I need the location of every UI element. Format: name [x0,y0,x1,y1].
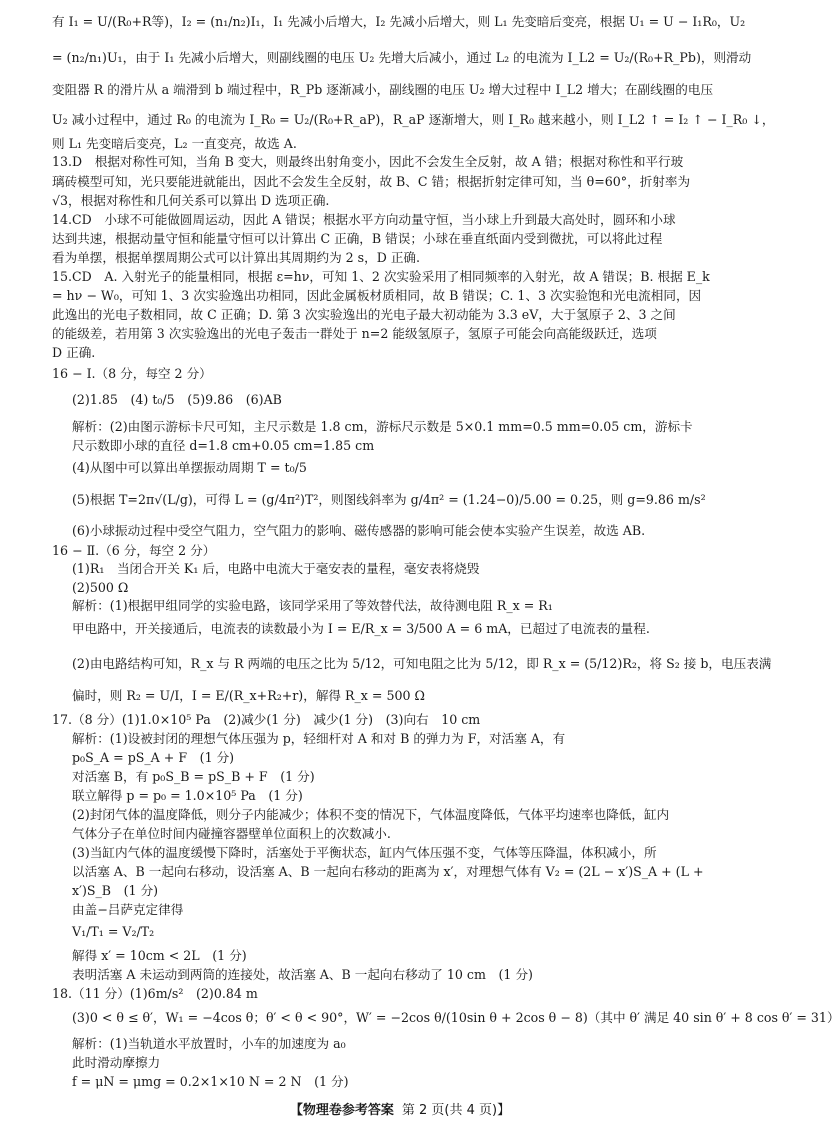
text-line: 表明活塞 A 未运动到两筒的连接处，故活塞 A、B 一起向右移动了 10 cm (1 分) [72,967,533,982]
text-line: 由盖−吕萨克定律得 [72,902,184,917]
text-line: 18.（11 分）(1)6m/s² (2)0.84 m [52,986,258,1001]
text-line: (4)从图中可以算出单摆振动周期 T = t₀/5 [72,460,307,475]
text-line: 解析：(1)根据甲组同学的实验电路，该同学采用了等效替代法，故待测电阻 R_x = R₁ [72,598,553,613]
text-line: 偏时，则 R₂ = U/I，I = E/(R_x+R₂+r)，解得 R_x = 500 Ω [72,688,425,703]
text-line: 对活塞 B，有 p₀S_B = pS_B + F (1 分) [72,769,315,784]
text-line: D 正确. [52,345,96,360]
text-line: 的能级差，若用第 3 次实验逸出的光电子轰击一群处于 n=2 能级氢原子，氢原子可能会向高能级跃迁，选项 [52,326,657,341]
text-line: 解析：(1)设被封闭的理想气体压强为 p，轻细杆对 A 和对 B 的弹力为 F，对活塞 A，有 [72,731,566,746]
text-line: 16 − Ⅰ.（8 分，每空 2 分） [52,366,212,381]
text-line: 有 I₁ = U/(R₀+R等)，I₂ = (n₁/n₂)I₁，I₁ 先减小后增大，I₂ 先减小后增大，则 L₁ 先变暗后变亮，根据 U₁ = U − I₁R₀，U₂ [52,14,746,29]
text-line: U₂ 减小过程中，通过 R₀ 的电流为 I_R₀ = U₂/(R₀+R_aP)，R_aP 逐渐增大，则 I_R₀ 越来越小，则 I_L2 ↑ = I₂ ↑ − I_R₀ ↓， [52,112,775,127]
text-line: 尺示数即小球的直径 d=1.8 cm+0.05 cm=1.85 cm [72,438,375,453]
text-line: (2)封闭气体的温度降低，则分子内能减少；体积不变的情况下，气体温度降低，气体平均速率也降低，缸内 [72,807,670,822]
footer-page-number: 第 2 页(共 4 页)】 [401,1103,511,1118]
text-line: √3，根据对称性和几何关系可以算出 D 选项正确. [52,193,330,208]
page-footer [0,1099,800,1118]
text-line: 气体分子在单位时间内碰撞容器壁单位面积上的次数减小. [72,826,391,841]
text-line: = hν − W₀，可知 1、3 次实验逸出功相同，因此金属板材质相同，故 B 错误；C. 1、3 次实验饱和光电流相同，因 [52,288,702,303]
text-line: 13.D 根据对称性可知，当角 B 变大，则最终出射角变小，因此不会发生全反射，故 A 错；根据对称性和平行玻 [52,154,684,169]
text-line: (2)由电路结构可知，R_x 与 R 两端的电压之比为 5/12，可知电阻之比为 5/12，即 R_x = (5/12)R₂，将 S₂ 接 b，电压表满 [72,656,772,671]
text-line: 甲电路中，开关接通后，电流表的读数最小为 I = E/R_x = 3/500 A = 6 mA，已超过了电流表的量程. [72,621,650,636]
text-line: 以活塞 A、B 一起向右移动，设活塞 A、B 一起向右移动的距离为 x′，对理想气体有 V₂ = (2L − x′)S_A + (L + [72,864,704,879]
text-line: (2)500 Ω [72,580,129,595]
text-line: 解析：(2)由图示游标卡尺可知，主尺示数是 1.8 cm，游标尺示数是 5×0.1 mm=0.5 mm=0.05 cm，游标卡 [72,419,693,434]
text-line: 此逸出的光电子数相同，故 C 正确；D. 第 3 次实验逸出的光电子最大初动能为 3.3 eV，大于氢原子 2、3 之间 [52,307,676,322]
text-line: 达到共速，根据动量守恒和能量守恒可以计算出 C 正确，B 错误；小球在垂直纸面内受到微扰，可以将此过程 [52,231,663,246]
text-line: (3)当缸内气体的温度缓慢下降时，活塞处于平衡状态，缸内气体压强不变，气体等压降温，体积减小，所 [72,845,657,860]
text-line: f = μN = μmg = 0.2×1×10 N = 2 N (1 分) [72,1074,349,1089]
text-line: 看为单摆，根据单摆周期公式可以计算出其周期约为 2 s，D 正确. [52,250,421,265]
text-line: (5)根据 T=2π√(L/g)，可得 L = (g/4π²)T²，则图线斜率为 g/4π² = (1.24−0)/5.00 = 0.25，则 g=9.86 m/s² [72,492,706,507]
text-line: 联立解得 p = p₀ = 1.0×10⁵ Pa (1 分) [72,788,303,803]
text-line: p₀S_A = pS_A + F (1 分) [72,750,235,765]
text-line: 此时滑动摩擦力 [72,1055,161,1070]
text-line: 则 L₁ 先变暗后变亮，L₂ 一直变亮，故选 A. [52,136,297,151]
text-line: = (n₂/n₁)U₁，由于 I₁ 先减小后增大，则副线圈的电压 U₂ 先增大后减小，通过 L₂ 的电流为 I_L2 = U₂/(R₀+R_Pb)，则滑动 [52,50,752,65]
text-line: 15.CD A. 入射光子的能量相同，根据 ε=hν，可知 1、2 次实验采用了相同频率的入射光，故 A 错误；B. 根据 E_k [52,269,710,284]
text-line: (1)R₁ 当闭合开关 K₁ 后，电路中电流大于毫安表的量程，毫安表将烧毁 [72,561,480,576]
footer-title: 【物理卷参考答案 [289,1103,394,1118]
text-line: (3)0 < θ ≤ θ′，W₁ = −4cos θ；θ′ < θ < 90°，W′ = −2cos θ/(10sin θ + 2cos θ − 8)（其中 θ′ 满足 40 sin θ′ + 8 cos θ′ = 31） [72,1010,840,1025]
text-line: 16 − Ⅱ.（6 分，每空 2 分） [52,543,216,558]
text-line: 解析：(1)当轨道水平放置时，小车的加速度为 a₀ [72,1036,346,1051]
text-line: V₁/T₁ = V₂/T₂ [72,924,155,939]
text-line: 解得 x′ = 10cm < 2L (1 分) [72,948,247,963]
text-line: 璃砖模型可知，光只要能进就能出，因此不会发生全反射，故 B、C 错；根据折射定律可知，当 θ=60°，折射率为 [52,174,691,189]
text-line: (6)小球振动过程中受空气阻力，空气阻力的影响、磁传感器的影响可能会使本实验产生误差，故选 AB. [72,523,646,538]
text-line: (2)1.85 (4) t₀/5 (5)9.86 (6)AB [72,392,282,407]
text-line: 变阻器 R 的滑片从 a 端滑到 b 端过程中，R_Pb 逐渐减小，副线圈的电压 U₂ 增大过程中 I_L2 增大；在副线圈的电压 [52,82,714,97]
text-line: 17.（8 分）(1)1.0×10⁵ Pa (2)减少(1 分) 减少(1 分) (3)向右 10 cm [52,712,481,727]
text-line: x′)S_B (1 分) [72,883,159,898]
text-line: 14.CD 小球不可能做圆周运动，因此 A 错误；根据水平方向动量守恒，当小球上升到最大高处时，圆环和小球 [52,212,676,227]
